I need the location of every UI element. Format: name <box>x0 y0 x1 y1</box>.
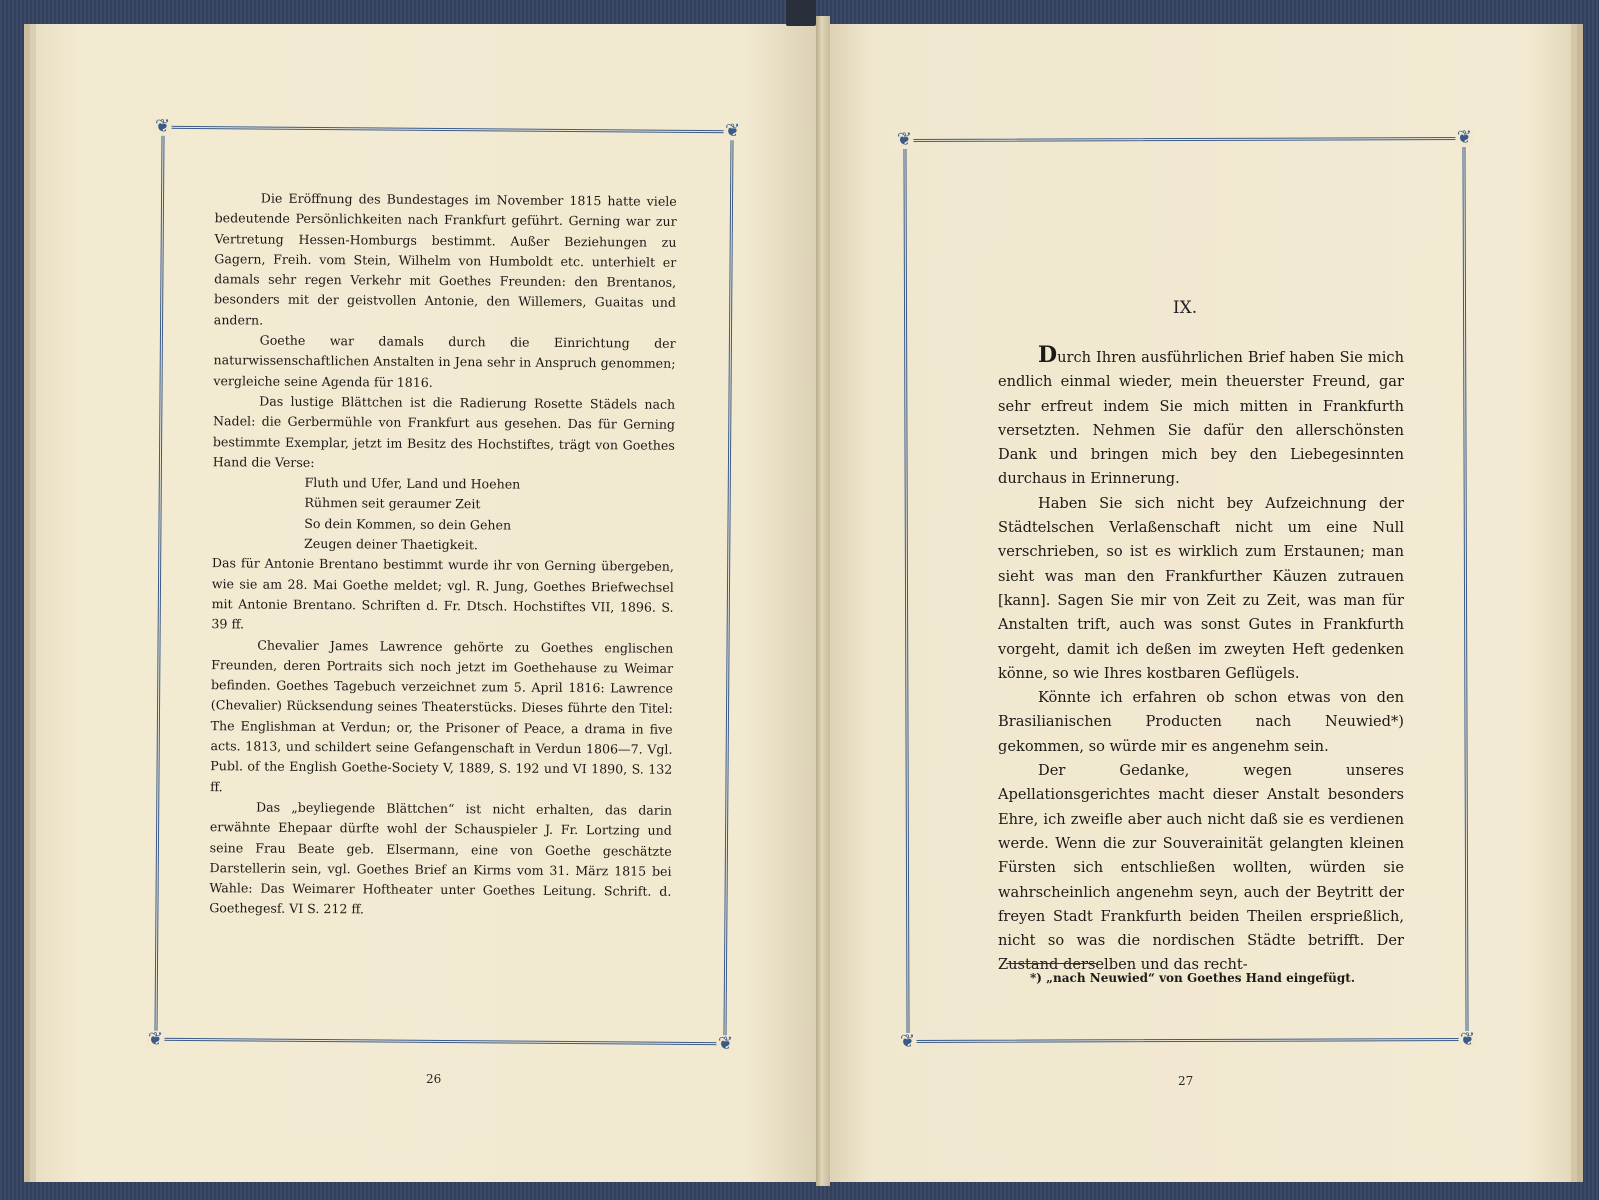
chapter-heading: IX. <box>1172 298 1198 318</box>
flourish-ornament-icon: ❦ <box>147 1028 164 1050</box>
note-paragraph: Die Eröffnung des Bundestages im November 1815 hatte viele bedeutende Persönlichkeiten nach Frankfurt geführt. Gerning war zur Vertretung Hessen-Homburgs bestimmt. Außer Beziehungen zu Gagern, Freih. vom Stein, Wilhelm von Humboldt etc. unterhielt er damals sehr regen Verkehr mit Goethes Freunden: den Brentanos, besonders mit der geistvollen Antonie, den Willemers, Guaitas und andern. <box>213 190 677 328</box>
footnote: *) „nach Neuwied“ von Goethes Hand eingefügt. <box>1030 971 1356 985</box>
left-page-notes <box>209 188 677 922</box>
goethe-verse <box>304 473 675 557</box>
page-number-right: 27 <box>1178 1074 1194 1088</box>
note-paragraph: Chevalier James Lawrence gehörte zu Goethes englischen Freunden, deren Portraits sich noch jetzt im Goethehause zu Weimar befinden. Goethes Tagebuch verzeichnet zum 5. April 1816: Lawrence (Chevalier) Rücksendung seines Theaterstücks. Dieses führte den Titel: The Englishman at Verdun; or, the Prisoner of Peace, a drama in five acts. 1813, und schildert seine Gefangenschaft in Verdun 1806—7. Vgl. Publ. of the English Goethe-Society V, 1889, S. 192 und VI 1890, S. 132 ff. <box>210 637 674 794</box>
right-page-letter <box>998 343 1404 978</box>
flourish-ornament-icon: ❦ <box>896 128 913 151</box>
flourish-ornament-icon: ❦ <box>717 1033 734 1055</box>
flourish-ornament-icon: ❦ <box>899 1030 916 1053</box>
letter-paragraph: Haben Sie sich nicht bey Aufzeichnung der Städtelschen Verlaßenschaft nicht um eine Null verschrieben, so ist es wirklich zum Erstaunen; man sieht was man den Frankfurther Käuzen zutrauen [kann]. Sagen Sie mir von Zeit zu Zeit, was man für Anstalten trift, auch was sonst Gutes in Frankfurth vorgeht, damit ich deßen im zweyten Heft gedenken könne, so wie Ihres kostbaren Geflügels. <box>998 494 1404 682</box>
verse-line: Fluth und Ufer, Land und Hoehen <box>304 475 521 492</box>
letter-first-paragraph: urch Ihren ausführlichen Brief haben Sie mich endlich einmal wieder, mein theuerster Freund, gar sehr erfreut indem Sie mich mitten in Frankfurth versetzten. Nehmen Sie dafür den allerschönsten Dank und bringen mich bey den Liebegesinnten durchaus in Erinnerung. <box>998 349 1404 488</box>
flourish-ornament-icon: ❦ <box>1459 1028 1476 1051</box>
verse-line: So dein Kommen, so dein Gehen <box>304 515 512 533</box>
spine-ribbon <box>786 0 816 26</box>
flourish-ornament-icon: ❦ <box>724 120 741 142</box>
flourish-ornament-icon: ❦ <box>1456 126 1473 149</box>
letter-paragraph <box>998 343 1404 492</box>
footnote-rule <box>1006 963 1096 964</box>
letter-paragraph: Könnte ich erfahren ob schon etwas von den Brasilianischen Producten nach Neuwied*) gekommen, so würde mir es angenehm sein. <box>998 689 1404 755</box>
note-paragraph: Goethe war damals durch die Einrichtung der naturwissenschaftlichen Anstalten in Jena sehr in Anspruch genommen; vergleiche seine Agenda für 1816. <box>213 332 676 390</box>
verse-line: Zeugen deiner Thaetigkeit. <box>304 535 479 553</box>
note-paragraph: Das „beyliegende Blättchen“ ist nicht erhalten, das darin erwähnte Ehepaar dürfte wohl der Schauspieler J. Fr. Lortzing und seine Frau Beate geb. Elsermann, eine von Goethe geschätzte Darstellerin sein, vgl. Goethes Brief an Kirms vom 31. März 1815 bei Wahle: Das Weimarer Hoftheater unter Goethes Leitung. Schrift. d. Goethegesf. VI S. 212 ff. <box>209 799 673 917</box>
flourish-ornament-icon: ❦ <box>154 115 171 137</box>
letter-paragraph: Der Gedanke, wegen unseres Apellationsgerichtes macht dieser Anstalt besonders Ehre, ich zweifle aber auch nicht daß sie es verdienen werde. Wenn die zur Souverainität gelangten kleinen Fürsten sich entschließen wollten, würden sie wahrscheinlich angenehm seyn, auch der Beytritt der freyen Stadt Frankfurth beiden Theilen ersprießlich, nicht so was die nordischen Städte betrifft. Der Zustand derselben und das recht- <box>998 762 1404 974</box>
note-paragraph: Das lustige Blättchen ist die Radierung Rosette Städels nach Nadel: die Gerbermühle von Frankfurt aus gesehen. Das für Gerning bestimmte Exemplar, jetzt im Besitz des Hochstiftes, trägt von Goethes Hand die Verse: <box>212 393 676 470</box>
drop-cap: D <box>1038 342 1058 368</box>
verse-line: Rühmen seit geraumer Zeit <box>304 495 481 512</box>
book-gutter <box>816 16 830 1186</box>
page-number-left: 26 <box>426 1072 442 1086</box>
note-paragraph: Das für Antonie Brentano bestimmt wurde ihr von Gerning übergeben, wie sie am 28. Mai Goethe meldet; vgl. R. Jung, Goethes Briefwechsel mit Antonie Brentano. Schriften d. Fr. Dtsch. Hochstiftes VII, 1896. S. 39 ff. <box>211 555 674 632</box>
